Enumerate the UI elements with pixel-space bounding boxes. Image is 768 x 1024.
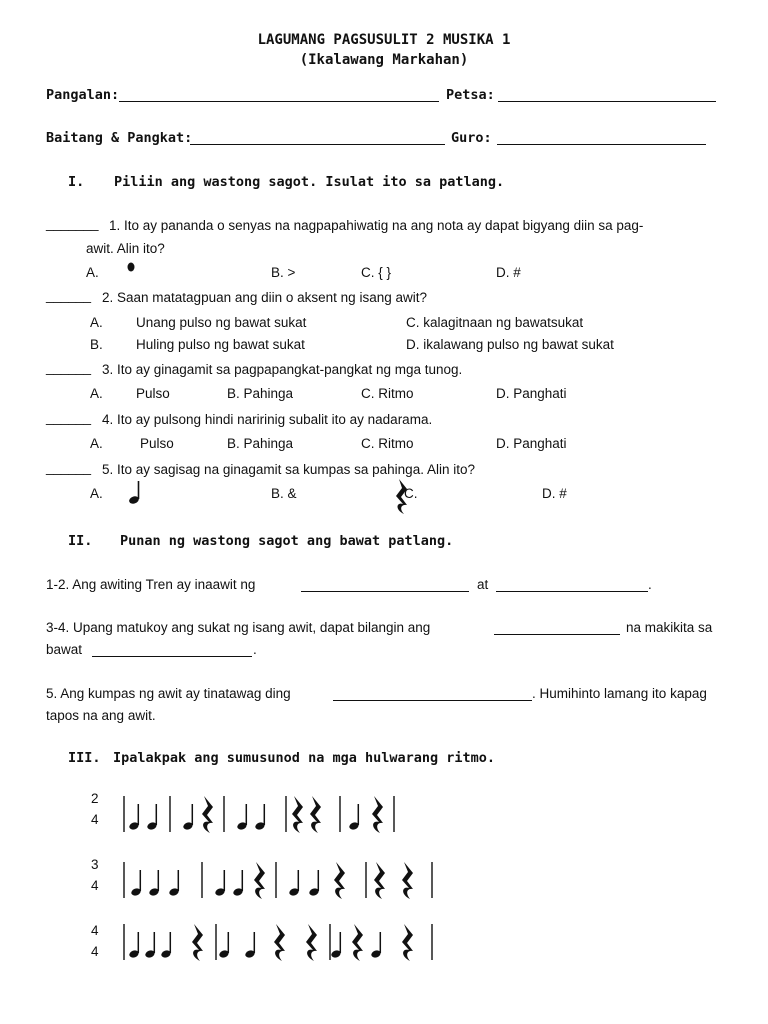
- quarter-note-icon: [370, 932, 381, 959]
- q2-option-a-label: A.: [90, 315, 103, 330]
- q1-text-cont: awit. Alin ito?: [86, 241, 165, 256]
- section1-heading: Piliin ang wastong sagot. Isulat ito sa patlang.: [114, 174, 505, 190]
- quarter-rest-icon: [402, 862, 413, 899]
- q2-text: 2. Saan matatagpuan ang diin o aksent ng isang awit?: [102, 290, 427, 305]
- q4-option-b: B. Pahinga: [227, 436, 294, 451]
- q3-option-c: C. Ritmo: [361, 386, 414, 401]
- item34-text-3: bawat: [46, 642, 83, 657]
- q3-blank[interactable]: ______: [46, 360, 92, 375]
- q2-option-a: Unang pulso ng bawat sukat: [136, 315, 307, 330]
- item12-period: .: [648, 577, 652, 592]
- quarter-note-icon: [146, 804, 157, 831]
- quarter-rest-icon: [374, 862, 385, 899]
- q2-option-b-label: B.: [90, 337, 103, 352]
- baitang-field[interactable]: [190, 144, 445, 145]
- q1-option-a: A.: [86, 265, 99, 280]
- quarter-rest-icon: [334, 862, 345, 899]
- quarter-rest-icon: [292, 796, 303, 833]
- quarter-note-icon: [254, 804, 265, 831]
- q3-option-a: Pulso: [136, 386, 170, 401]
- baitang-label: Baitang & Pangkat:: [46, 130, 193, 146]
- item12-text: 1-2. Ang awiting Tren ay inaawit ng: [46, 577, 256, 592]
- time-signature-top-1: 2: [91, 791, 99, 806]
- q4-blank[interactable]: ______: [46, 410, 92, 425]
- quarter-rest-icon: [192, 924, 203, 961]
- quarter-note-icon: [148, 870, 159, 897]
- item5-text-2: . Humihinto lamang ito kapag: [532, 686, 707, 701]
- item12-blank-1[interactable]: [301, 591, 469, 592]
- q4-option-a: Pulso: [140, 436, 174, 451]
- petsa-label: Petsa:: [446, 87, 495, 103]
- quarter-note-icon: [288, 870, 299, 897]
- quarter-note-icon: [128, 804, 139, 831]
- quarter-note-icon: [214, 870, 225, 897]
- quarter-note-icon: [236, 804, 247, 831]
- section3-number: III.: [68, 750, 101, 766]
- q5-option-c: C.: [404, 486, 418, 501]
- q4-option-d: D. Panghati: [496, 436, 567, 451]
- item34-period: .: [253, 642, 257, 657]
- quarter-note-icon: [182, 804, 193, 831]
- q5-option-d: D. #: [542, 486, 567, 501]
- quarter-rest-icon: [254, 862, 265, 899]
- quarter-note-icon: [130, 870, 141, 897]
- q3-option-b: B. Pahinga: [227, 386, 294, 401]
- q1-option-b: B. >: [271, 265, 296, 280]
- q2-blank[interactable]: ______: [46, 288, 92, 303]
- time-signature-bottom-2: 4: [91, 878, 99, 893]
- quarter-note-icon: [144, 932, 155, 959]
- quarter-rest-icon: [372, 796, 383, 833]
- guro-field[interactable]: [497, 144, 706, 145]
- time-signature-bottom-1: 4: [91, 812, 99, 827]
- pangalan-field[interactable]: [119, 101, 439, 102]
- q5-blank[interactable]: ______: [46, 460, 92, 475]
- rhythm-row-1: [116, 790, 436, 838]
- quarter-rest-icon: [310, 796, 321, 833]
- time-signature-top-3: 4: [91, 923, 99, 938]
- accent-dot-icon: [125, 260, 137, 274]
- item34-text: 3-4. Upang matukoy ang sukat ng isang awit, dapat bilangin ang: [46, 620, 431, 635]
- quarter-note-icon: [244, 932, 255, 959]
- quarter-rest-icon: [274, 924, 285, 961]
- q1-option-d: D. #: [496, 265, 521, 280]
- rhythm-row-2: [116, 856, 456, 904]
- item12-connector: at: [477, 577, 489, 592]
- section2-number: II.: [68, 533, 93, 549]
- item12-blank-2[interactable]: [496, 591, 648, 592]
- quarter-rest-icon: [402, 924, 413, 961]
- q2-option-d: D. ikalawang pulso ng bawat sukat: [406, 337, 614, 352]
- quarter-rest-icon: [352, 924, 363, 961]
- guro-label: Guro:: [451, 130, 492, 146]
- q1-blank[interactable]: _______: [46, 216, 99, 231]
- q4-option-c: C. Ritmo: [361, 436, 414, 451]
- q1-option-c: C. { }: [361, 265, 392, 280]
- section3-heading: Ipalakpak ang sumusunod na mga hulwarang ritmo.: [113, 750, 496, 766]
- item5-text: 5. Ang kumpas ng awit ay tinatawag ding: [46, 686, 291, 701]
- quarter-note-icon: [232, 870, 243, 897]
- q1-text: 1. Ito ay pananda o senyas na nagpapahiwatig na ang nota ay dapat bigyang diin sa pag-: [109, 218, 644, 233]
- section1-number: I.: [68, 174, 85, 190]
- quarter-note-icon: [168, 870, 179, 897]
- quarter-note-icon: [348, 804, 359, 831]
- quarter-rest-icon: [202, 796, 213, 833]
- item5-blank[interactable]: [333, 700, 532, 701]
- petsa-field[interactable]: [498, 101, 716, 102]
- item34-text-2: na makikita sa: [626, 620, 713, 635]
- q4-option-a-label: A.: [90, 436, 103, 451]
- quarter-note-icon: [128, 932, 139, 959]
- time-signature-top-2: 3: [91, 857, 99, 872]
- item5-text-3: tapos na ang awit.: [46, 708, 156, 723]
- pangalan-label: Pangalan:: [46, 87, 120, 103]
- section2-heading: Punan ng wastong sagot ang bawat patlang.: [120, 533, 454, 549]
- quarter-note-icon: [160, 932, 171, 959]
- quarter-rest-icon: [306, 924, 317, 961]
- document-title: LAGUMANG PAGSUSULIT 2 MUSIKA 1: [257, 32, 511, 48]
- q4-text: 4. Ito ay pulsong hindi naririnig subalit ito ay nadarama.: [102, 412, 433, 427]
- q3-option-d: D. Panghati: [496, 386, 567, 401]
- q5-text: 5. Ito ay sagisag na ginagamit sa kumpas sa pahinga. Alin ito?: [102, 462, 475, 477]
- q3-option-a-label: A.: [90, 386, 103, 401]
- q5-option-b: B. &: [271, 486, 297, 501]
- q2-option-b: Huling pulso ng bawat sukat: [136, 337, 305, 352]
- rhythm-row-3: [116, 918, 456, 966]
- q3-text: 3. Ito ay ginagamit sa pagpapangkat-pangkat ng mga tunog.: [102, 362, 463, 377]
- quarter-rest-icon: [392, 477, 412, 517]
- quarter-note-icon: [330, 932, 341, 959]
- quarter-note-icon: [308, 870, 319, 897]
- item34-blank-2[interactable]: [92, 656, 252, 657]
- time-signature-bottom-3: 4: [91, 944, 99, 959]
- quarter-note-icon: [218, 932, 229, 959]
- document-subtitle: (Ikalawang Markahan): [299, 52, 469, 68]
- item34-blank-1[interactable]: [494, 634, 620, 635]
- quarter-note-icon: [127, 480, 147, 506]
- q2-option-c: C. kalagitnaan ng bawatsukat: [406, 315, 584, 330]
- q5-option-a: A.: [90, 486, 103, 501]
